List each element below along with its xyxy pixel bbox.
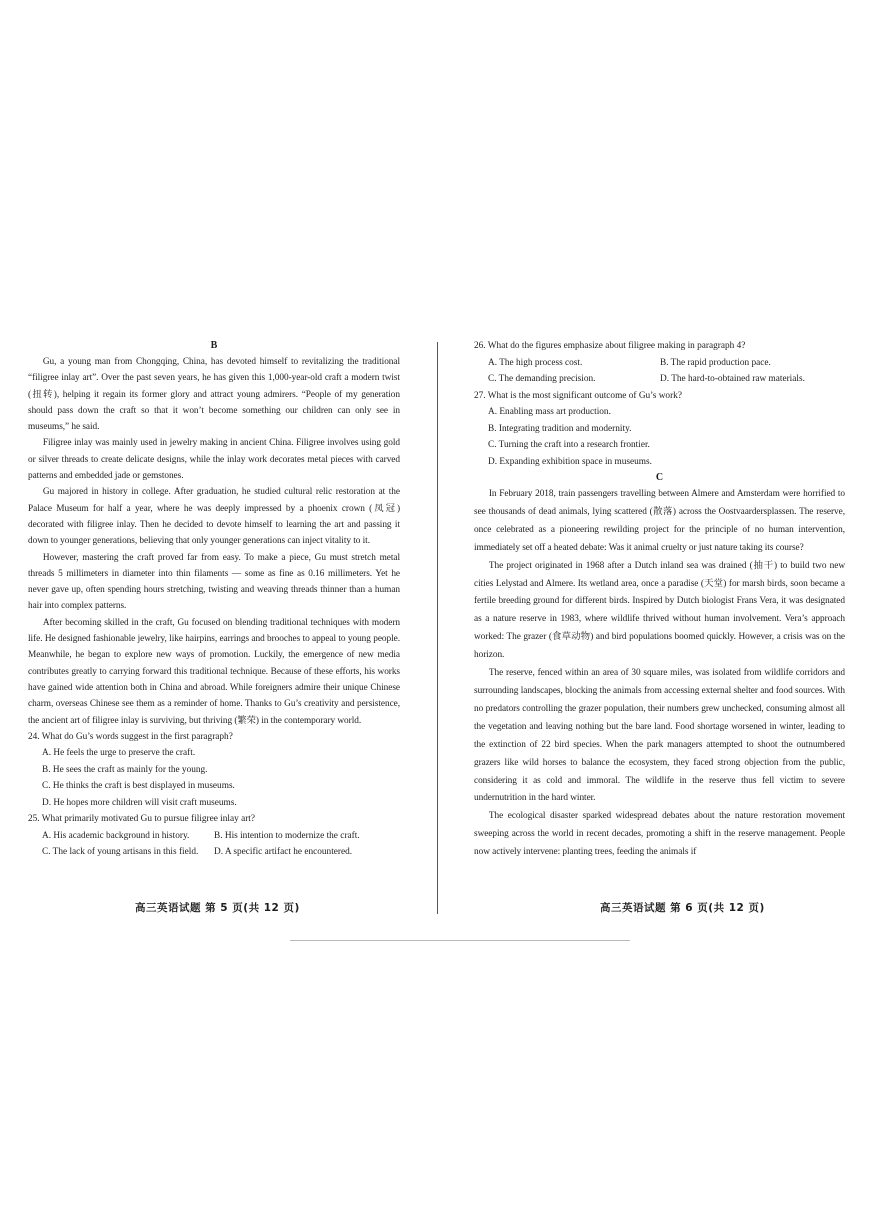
option-row [28,828,400,845]
column-divider [437,342,438,914]
passage-paragraph: Gu majored in history in college. After graduation, he studied cultural relic restoration at the Palace Museum for half a year, where he was deeply impressed by a phoenix crown (凤冠) decorated with filigree inlay. Then he decided to devote himself to learning the art and passing it down to younger generations, believing that only younger generations can inject vitality to it. [28,487,400,547]
option-d: D. He hopes more children will visit craft museums. [42,797,237,808]
question-27 [474,388,845,471]
section-heading-c: C [655,472,664,483]
option-row [474,355,845,372]
option-a: A. Enabling mass art production. [488,407,611,417]
right-page [474,338,845,862]
option-d: D. Expanding exhibition space in museums. [488,456,652,467]
option-c: C. The demanding precision. [488,374,596,384]
left-page [28,338,400,861]
question-stem: 26. What do the figures emphasize about filigree making in paragraph 4? [474,341,746,351]
passage-paragraph: The reserve, fenced within an area of 30 square miles, was isolated from wildlife corridors and surrounding landscapes, blocking the animals from accessing external shelter and food sources. With no predators controlling the grazer population, their numbers grew unchecked, consuming almost all the vegetation and leaving nothing but the bare land. Food shortage worsened in winter, leading to the extinction of 22 bird species. When the park managers attempted to shoot the outnumbered grazers like wild horses to balance the ecosystem, they faced strong objection from the public, considering it as cold and immoral. The wildlife in the reserve thus fell victim to severe undernutrition in the hard winter. [474,668,845,804]
option-a: A. He feels the urge to preserve the craft. [42,748,196,759]
option-a: A. His academic background in history. [42,830,190,841]
bottom-rule [290,940,630,941]
option-c: C. Turning the craft into a research frontier. [488,440,650,450]
passage-paragraph: Filigree inlay was mainly used in jewelry making in ancient China. Filigree involves using gold or silver threads to create delicate designs, while the inlay work decorates metal pieces with carved patterns and embedded jade or gemstones. [28,438,400,482]
passage-paragraph: However, mastering the craft proved far from easy. To make a piece, Gu must stretch metal threads 5 millimeters in diameter into thin filaments — some as fine as 0.16 millimeters. Yet he never gave up, often spending hours stretching, twisting and weaving threads thinner than a human hair into complex patterns. [28,552,400,612]
question-26 [474,338,845,388]
option-row [28,844,400,861]
option-d: D. The hard-to-obtained raw materials. [660,374,805,384]
option-row [474,371,845,388]
question-25 [28,811,400,861]
option-b: B. He sees the craft as mainly for the young. [42,764,208,775]
passage-paragraph: After becoming skilled in the craft, Gu focused on blending traditional techniques with modern life. He designed fashionable jewelry, like hairpins, earrings and brooches to appeal to young people. Meanwhile, he began to explore new ways of promotion. Luckily, the emergence of new media contributes greatly to carrying forward this traditional technique. Because of these efforts, his works have gained wide attention both in China and abroad. While foreigners admire their unique Chinese charm, overseas Chinese see them as a reminder of home. Thanks to Gu’s creativity and persistence, the ancient art of filigree inlay is surviving, but thriving (繁荣) in the contemporary world. [28,617,400,726]
option-b: B. The rapid production pace. [660,357,771,368]
option-b: B. His intention to modernize the craft. [214,830,360,841]
page-footer-right: 高三英语试题 第 6 页(共 12 页) [600,902,765,914]
option-d: D. A specific artifact he encountered. [214,847,353,858]
option-a: A. The high process cost. [488,357,583,368]
option-b: B. Integrating tradition and modernity. [488,423,632,434]
section-heading-b: B [210,340,218,351]
question-stem: 27. What is the most significant outcome of Gu’s work? [474,390,682,401]
option-c: C. He thinks the craft is best displayed in museums. [42,781,235,792]
passage-paragraph: Gu, a young man from Chongqing, China, has devoted himself to revitalizing the traditional “filigree inlay art”. Over the past seven years, he has given this 1,000-year-old craft a modern twist (扭转), helping it regain its former glory and attract young admirers. “People of my generation should pass down the craft so that it won’t become something our children can only see in museums,” he said. [28,357,400,433]
question-24 [28,729,400,812]
page-footer-left: 高三英语试题 第 5 页(共 12 页) [135,902,300,914]
option-c: C. The lack of young artisans in this field. [42,847,199,858]
question-stem: 25. What primarily motivated Gu to pursue filigree inlay art? [28,814,256,825]
passage-paragraph: The project originated in 1968 after a Dutch inland sea was drained (抽干) to build two new cities Lelystad and Almere. Its wetland area, once a paradise (天堂) for marsh birds, soon became a fertile breeding ground for different birds. Inspired by Dutch biologist Frans Vera, it was designated as a nature reserve in 1983, where wildlife thrived without human involvement. Vera’s approach worked: The grazer (食草动物) and bird populations boomed quickly. However, a crisis was on the horizon. [474,560,845,661]
passage-paragraph: The ecological disaster sparked widespread debates about the nature restoration movement sweeping across the world in recent decades, promoting a shift in the reserve management. People now actively intervene: planting trees, feeding the animals if [474,811,845,858]
passage-paragraph: In February 2018, train passengers travelling between Almere and Amsterdam were horrified to see thousands of dead animals, lying scattered (散落) across the Oostvaardersplassen. The reserve, once celebrated as a pioneering rewilding project for the principle of no human intervention, immediately set off a heated debate: Was it animal cruelty or just nature taking its course? [474,489,845,553]
question-stem: 24. What do Gu’s words suggest in the first paragraph? [28,731,233,742]
